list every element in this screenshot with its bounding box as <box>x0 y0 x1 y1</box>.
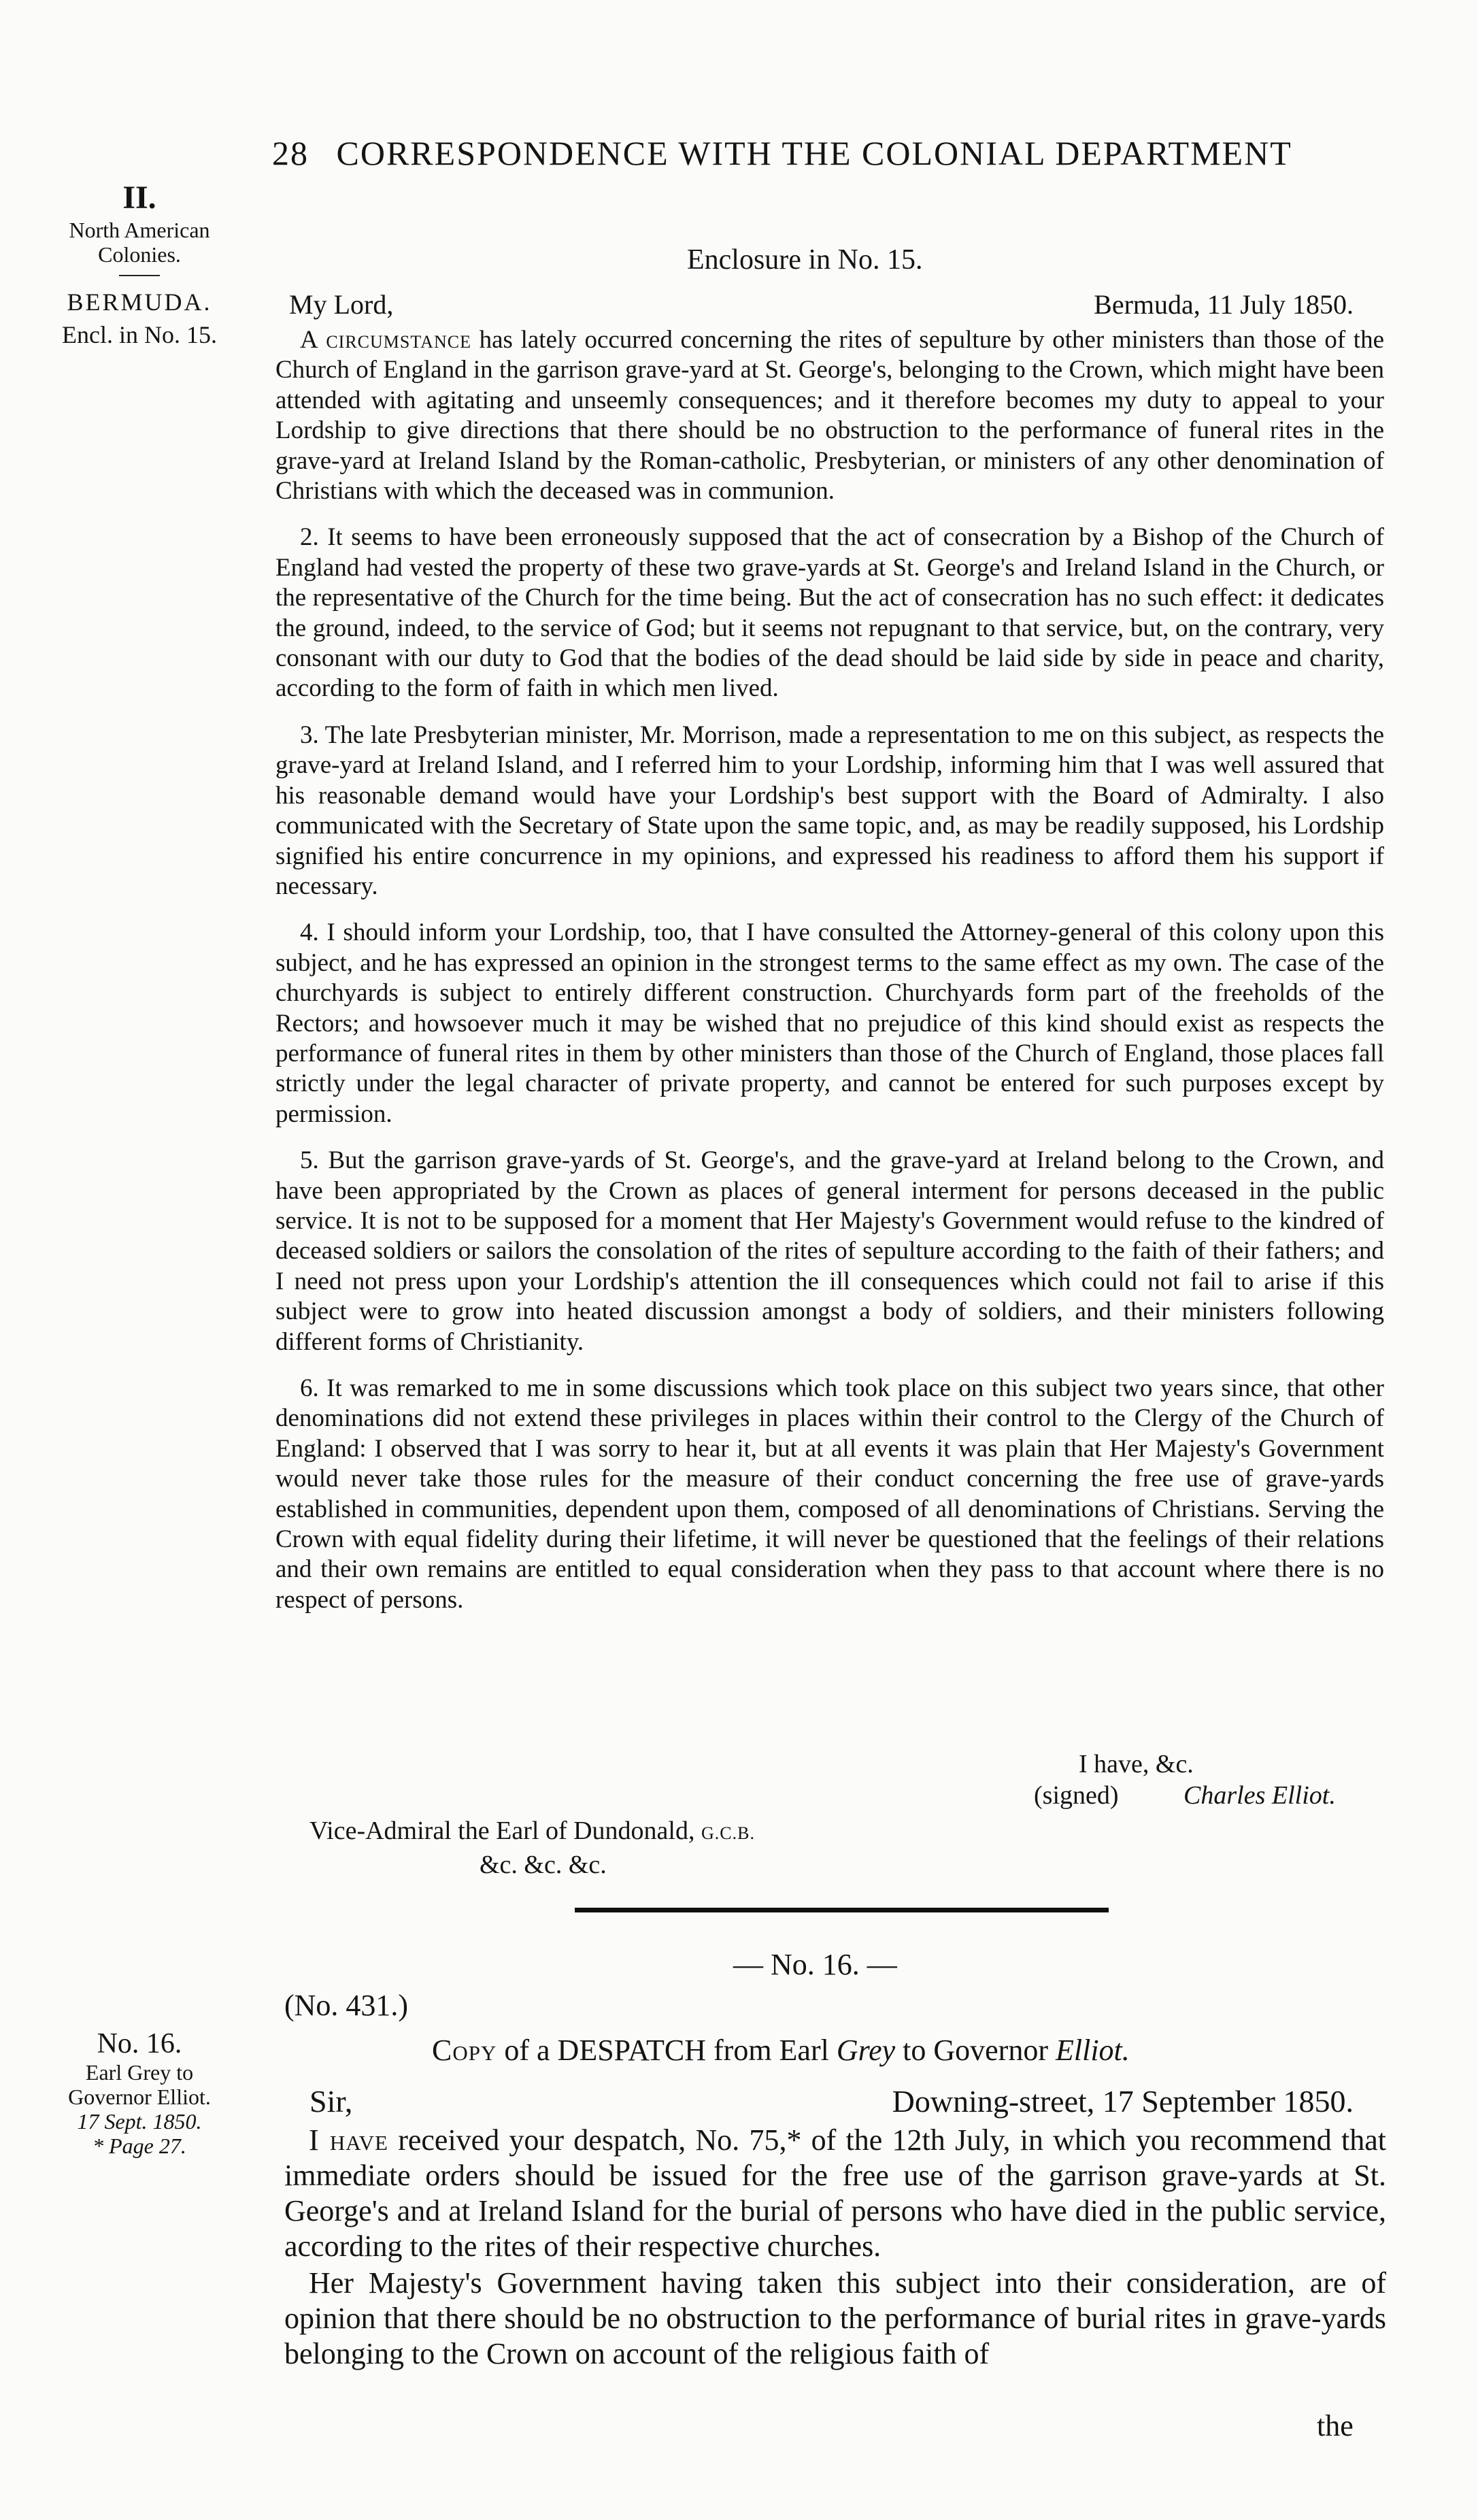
despatch-title-grey: Grey <box>836 2034 896 2067</box>
addressee-order: G.C.B. <box>701 1823 755 1843</box>
addressee-etc: &c. &c. &c. <box>480 1851 607 1879</box>
enclosure-place-date: Bermuda, 11 July 1850. <box>1094 289 1354 320</box>
margin-rule <box>119 275 160 276</box>
despatch-body <box>284 2123 1386 2373</box>
closing-formula: I have, &c. <box>1079 1750 1194 1778</box>
enclosure-paragraph-4: 4. I should inform your Lordship, too, that I have consulted the Attorney-general of this colony upon this subject, and he has expressed an opinion in the strongest terms to the same effect as my own. The case of the churchyards is subject to entirely different construction. Churchyards form part of the freeholds of the Rectors; and howsoever much it may be wished that no prejudice of this kind should exist as respects the performance of funeral rites in them by other ministers than those of the Church of England, those places fall strictly under the legal character of private property, and cannot be entered for such purposes except by permission. <box>275 918 1384 1128</box>
enclosure-paragraph-5: 5. But the garrison grave-yards of St. George's, and the grave-yard at Ireland belong to the Crown, and have been appropriated by the Crown as places of general interment for persons deceased in the public service. It is not to be supposed for a moment that Her Majesty's Government would refuse to the kindred of deceased soldiers or sailors the consolation of the rites of sepulture according to the faith of their fathers; and I need not press upon your Lordship's attention the ill consequences which could not fail to arise if this subject were to grow into heated discussion amongst a body of soldiers, and their ministers following different forms of Christianity. <box>275 1146 1384 1356</box>
despatch-title-elliot: Elliot. <box>1056 2034 1130 2067</box>
section-divider <box>575 1908 1109 1912</box>
enclosure-title: Enclosure in No. 15. <box>687 244 923 276</box>
catchword: the <box>1317 2409 1354 2442</box>
despatch-title-to: to Governor <box>903 2034 1048 2067</box>
margin-despatch-line-1: Earl Grey to <box>85 2060 194 2085</box>
enclosure-addressee <box>309 1815 755 1880</box>
enclosure-salutation: My Lord, <box>289 289 394 320</box>
despatch-place-date: Downing-street, 17 September 1850. <box>892 2084 1354 2119</box>
margin-despatch-no: No. 16. <box>97 2028 182 2059</box>
despatch-salutation: Sir, <box>309 2084 353 2119</box>
despatch-paragraph-1: I have received your despatch, No. 75,* of the 12th July, in which you recommend that immediate orders should be issued for the free use of the garrison grave-yards at St. George's and at Ireland Island for the burial of persons who have died in the public service, according to the rites of their respective churches. <box>284 2123 1387 2263</box>
margin-page-ref: * Page 27. <box>93 2134 186 2158</box>
running-header <box>272 133 1347 173</box>
addressee-line <box>309 1815 755 1849</box>
signed-label: (signed) <box>1034 1781 1119 1810</box>
despatch-title-of: of a DESPATCH from Earl <box>504 2034 829 2067</box>
margin-enclosure-note: Encl. in No. 15. <box>62 321 217 348</box>
despatch-opening-caps: I have <box>309 2123 388 2157</box>
enclosure-paragraph-3: 3. The late Presbyterian minister, Mr. Morrison, made a representation to me on this subject, as respects the grave-yard at Ireland Island, and I referred him to your Lordship, informing him that I was well assured that his reasonable demand would have your Lordship's best support with the Board of Admiralty. I also communicated with the Secretary of State upon the same topic, and, as may be readily supposed, his Lordship signified his entire concurrence in my opinions, and expressed his readiness to afford them his support if necessary. <box>275 720 1384 900</box>
despatch-title-copy: Copy <box>432 2034 497 2067</box>
addressee-name: Vice-Admiral the Earl of Dundonald, <box>309 1817 695 1845</box>
section-line-1: North American <box>69 218 210 242</box>
enclosure-paragraph-2: 2. It seems to have been erroneously supposed that the act of consecration by a Bishop of the Church of England had vested the property of these two grave-yards at St. George's and Ireland Island in the Church, or the representative of the Church for the time being. But the act of consecration has no such effect: it dedicates the ground, indeed, to the service of God; but it seems not repugnant to that service, but, on the contrary, very consonant with our duty to God that the bodies of the dead should be laid side by side in peace and charity, according to the form of faith in which men lived. <box>275 523 1384 703</box>
signatory-name: Charles Elliot. <box>1183 1781 1336 1810</box>
margin-place: BERMUDA. <box>67 288 212 316</box>
margin-despatch-line-2: Governor Elliot. <box>68 2085 211 2109</box>
enclosure-letter-body <box>275 325 1384 1631</box>
margin-despatch-date: 17 Sept. 1850. <box>77 2109 202 2134</box>
running-title: CORRESPONDENCE WITH THE COLONIAL DEPARTMENT <box>336 134 1292 172</box>
enclosure-opening-caps: A circumstance <box>300 326 471 354</box>
section-line-2: Colonies. <box>98 242 181 267</box>
despatch-heading: — No. 16. — <box>733 1948 897 1981</box>
section-number: II. <box>122 180 156 216</box>
signature-row <box>1034 1780 1336 1811</box>
enclosure-salutation-row <box>289 288 1354 320</box>
margin-despatch-note <box>27 2027 252 2158</box>
page-number: 28 <box>272 134 309 172</box>
despatch-paragraph-2: Her Majesty's Government having taken this subject into their consideration, are of opinion that there should be no obstruction to the performance of burial rites in grave-yards belonging to the Crown on account of the religious faith of <box>284 2266 1386 2370</box>
margin-section-note <box>27 178 252 351</box>
enclosure-signoff <box>1034 1748 1336 1811</box>
enclosure-paragraph-6: 6. It was remarked to me in some discussions which took place on this subject two years since, that other denominations did not extend these privileges in places within their control to the Clergy of the Church of England: I observed that I was sorry to hear it, but at all events it was plain that Her Majesty's Government would never take those rules for the measure of their conduct concerning the free use of grave-yards established in communities, dependent upon them, composed of all denominations of Christians. Serving the Crown with equal fidelity during their lifetime, it will never be questioned that the feelings of their relations and their own remains are entitled to equal consideration when they pass to that account where there is no respect of persons. <box>275 1374 1384 1614</box>
despatch-number: (No. 431.) <box>284 1989 409 2022</box>
enclosure-paragraph-1: A circumstance has lately occurred concerning the rites of sepulture by other ministers than those of the Church of England in the garrison grave-yard at St. George's, belonging to the Crown, which might have been attended with agitating and unseemly consequences; and it therefore becomes my duty to appeal to your Lordship to give directions that there should be no obstruction to the performance of funeral rites in the grave-yard at Ireland Island by the Roman-catholic, Presbyterian, or ministers of any other denomination of Christians with which the deceased was in communion. <box>275 326 1384 505</box>
despatch-salutation-row <box>309 2083 1354 2119</box>
despatch-title <box>432 2033 1130 2068</box>
